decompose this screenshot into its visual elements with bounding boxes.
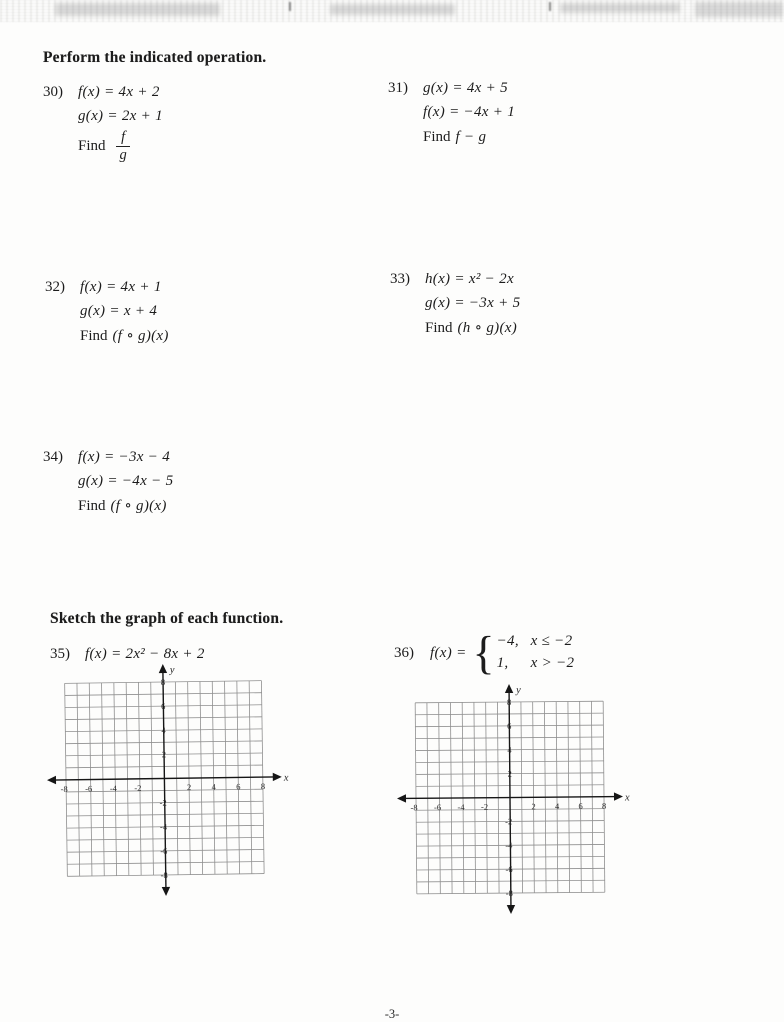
svg-text:-4: -4 bbox=[505, 840, 513, 851]
problem-number: 32) bbox=[45, 279, 65, 295]
svg-text:2: 2 bbox=[186, 782, 192, 793]
svg-text:-6: -6 bbox=[160, 845, 168, 856]
svg-text:8: 8 bbox=[160, 676, 166, 688]
problem-number: 36) bbox=[394, 644, 414, 661]
svg-text:2: 2 bbox=[531, 801, 536, 812]
page-number: -3- bbox=[384, 1007, 400, 1021]
problem-number: 34) bbox=[43, 449, 63, 465]
equation-line: g(x) = 4x + 5 bbox=[423, 80, 508, 96]
problem-32 bbox=[45, 275, 169, 348]
equation-line: f(x) = 4x + 2 bbox=[78, 84, 160, 100]
svg-text:-4: -4 bbox=[159, 821, 168, 832]
svg-text:8: 8 bbox=[260, 781, 266, 792]
svg-text:x: x bbox=[283, 772, 289, 784]
find-label: Find bbox=[80, 328, 108, 344]
problem-number: 35) bbox=[50, 646, 70, 662]
find-label: Find bbox=[423, 129, 451, 145]
equation-line: f(x) = 2x² − 8x + 2 bbox=[85, 646, 205, 662]
coordinate-grid-35 bbox=[44, 662, 295, 914]
svg-text:-6: -6 bbox=[505, 864, 513, 875]
problem-30 bbox=[43, 80, 163, 165]
scan-mark bbox=[549, 2, 551, 11]
piecewise-brace: { bbox=[472, 626, 495, 679]
scan-smudge bbox=[560, 3, 680, 13]
find-expression: (h ∘ g)(x) bbox=[457, 320, 518, 336]
equation-line: f(x) = −3x − 4 bbox=[78, 449, 171, 465]
svg-text:-8: -8 bbox=[505, 888, 513, 899]
svg-text:6: 6 bbox=[507, 720, 512, 731]
piece-value: −4, bbox=[496, 633, 519, 650]
equation-prefix: f(x) = bbox=[430, 644, 467, 661]
scan-smudge bbox=[695, 2, 783, 17]
svg-text:8: 8 bbox=[601, 800, 607, 811]
fraction-numerator: f bbox=[116, 129, 130, 147]
svg-text:8: 8 bbox=[506, 696, 512, 708]
find-label: Find bbox=[78, 498, 106, 514]
svg-text:-6: -6 bbox=[433, 802, 442, 813]
section-heading-sketch: Sketch the graph of each function. bbox=[50, 610, 284, 627]
svg-text:-8: -8 bbox=[160, 869, 168, 881]
find-label: Find bbox=[425, 320, 453, 336]
svg-text:4: 4 bbox=[161, 725, 166, 736]
svg-text:x: x bbox=[624, 792, 630, 804]
piece-condition: x > −2 bbox=[530, 655, 575, 672]
problem-number: 30) bbox=[43, 84, 63, 100]
find-expression: (f ∘ g)(x) bbox=[112, 328, 169, 344]
find-expression: f − g bbox=[455, 129, 487, 145]
section-heading-operations: Perform the indicated operation. bbox=[43, 49, 267, 66]
svg-text:-2: -2 bbox=[505, 816, 513, 827]
fraction bbox=[115, 129, 133, 165]
svg-text:y: y bbox=[169, 664, 175, 676]
svg-text:2: 2 bbox=[507, 768, 512, 779]
equation-line: f(x) = 4x + 1 bbox=[80, 279, 162, 295]
svg-text:2: 2 bbox=[161, 749, 167, 760]
scan-noise-band bbox=[0, 0, 784, 22]
equation-line: g(x) = −3x + 5 bbox=[425, 295, 521, 311]
coordinate-grid-36 bbox=[394, 682, 636, 933]
fraction-denominator: g bbox=[119, 147, 128, 164]
svg-text:4: 4 bbox=[554, 801, 560, 812]
problem-36 bbox=[394, 626, 575, 679]
svg-text:6: 6 bbox=[161, 701, 166, 712]
svg-text:-2: -2 bbox=[480, 801, 489, 812]
problem-number: 31) bbox=[388, 80, 408, 96]
svg-text:-4: -4 bbox=[457, 801, 465, 812]
svg-text:-4: -4 bbox=[109, 783, 117, 794]
find-expression: (f ∘ g)(x) bbox=[110, 498, 167, 514]
problem-31 bbox=[388, 76, 515, 149]
svg-text:4: 4 bbox=[507, 744, 512, 755]
equation-line: h(x) = x² − 2x bbox=[425, 271, 514, 287]
svg-text:6: 6 bbox=[578, 800, 583, 811]
scan-mark bbox=[289, 2, 291, 11]
svg-text:-2: -2 bbox=[134, 782, 142, 793]
piece-value: 1, bbox=[496, 655, 509, 672]
piecewise-cases bbox=[497, 632, 575, 673]
equation-line: g(x) = −4x − 5 bbox=[78, 473, 174, 489]
piece-condition: x ≤ −2 bbox=[530, 633, 573, 650]
svg-text:-8: -8 bbox=[410, 802, 418, 813]
equation-line: g(x) = x + 4 bbox=[80, 303, 158, 319]
svg-text:-2: -2 bbox=[159, 797, 167, 808]
svg-text:y: y bbox=[516, 684, 521, 696]
equation-line: g(x) = 2x + 1 bbox=[78, 108, 163, 124]
svg-text:4: 4 bbox=[211, 781, 216, 792]
equation-line: f(x) = −4x + 1 bbox=[423, 104, 516, 120]
svg-text:6: 6 bbox=[236, 781, 241, 792]
problem-number: 33) bbox=[390, 271, 410, 287]
svg-text:-8: -8 bbox=[60, 783, 68, 794]
problem-33 bbox=[390, 267, 520, 340]
svg-text:-6: -6 bbox=[85, 783, 93, 794]
problem-34 bbox=[43, 445, 173, 518]
scan-smudge bbox=[55, 3, 220, 16]
find-label: Find bbox=[78, 138, 106, 155]
scan-smudge bbox=[330, 4, 455, 15]
